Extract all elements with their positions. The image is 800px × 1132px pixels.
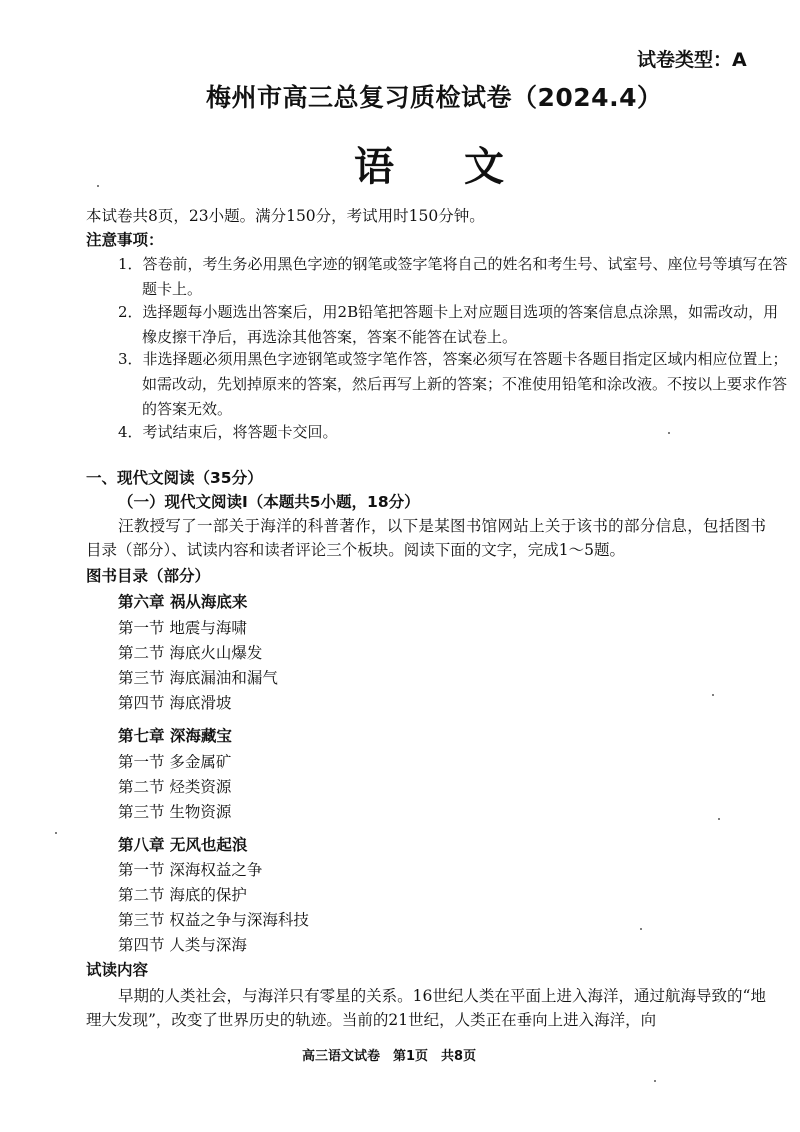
exam-intro: 本试卷共8页，23小题。满分150分，考试用时150分钟。 [86, 207, 485, 225]
trial-paragraph: 早期的人类社会，与海洋只有零星的关系。16世纪人类在平面上进入海洋，通过航海导致的“地理大发现”，改变了世界历史的轨迹。当前的21世纪，人类正在垂向上进入海洋，向 [86, 987, 766, 1029]
toc-entry: 第三节 海底漏油和漏气 [118, 669, 278, 687]
notice-item-3: 3．非选择题必须用黑色字迹钢笔或签字笔作答，答案必须写在答题卡各题目指定区域内相应位置上；如需改动，先划掉原来的答案，然后再写上新的答案；不准使用铅笔和涂改液。不按以上要求作答的答案无效。 [118, 350, 788, 418]
subsection-title: （一）现代文阅读Ⅰ（本题共5小题，18分） [118, 493, 420, 511]
scan-speck [55, 832, 57, 834]
notice-item-4: 4．考试结束后，将答题卡交回。 [118, 423, 338, 441]
toc-entry: 第一节 地震与海啸 [118, 619, 247, 637]
scan-speck [654, 1080, 656, 1082]
toc-entry: 第四节 海底滑坡 [118, 694, 232, 712]
toc-entry: 第二节 烃类资源 [118, 778, 232, 796]
toc-entry: 第二节 海底火山爆发 [118, 644, 263, 662]
scan-speck [668, 432, 670, 434]
scan-speck [712, 694, 714, 696]
section-title: 一、现代文阅读（35分） [86, 469, 263, 487]
scan-speck [640, 928, 642, 930]
toc-entry: 第一节 深海权益之争 [118, 861, 263, 879]
page-footer: 高三语文试卷 第1页 共8页 [302, 1049, 477, 1064]
toc-entry: 第八章 无风也起浪 [118, 836, 248, 854]
toc-heading: 图书目录（部分） [86, 567, 211, 585]
notice-item-2: 2．选择题每小题选出答案后，用2B铅笔把答题卡上对应题目选项的答案信息点涂黑，如需改动，用橡皮擦干净后，再选涂其他答案，答案不能答在试卷上。 [118, 303, 779, 346]
toc-entry: 第二节 海底的保护 [118, 886, 247, 904]
scan-speck [718, 818, 720, 820]
toc-entry: 第六章 祸从海底来 [118, 593, 248, 611]
toc-entry: 第三节 生物资源 [118, 803, 232, 821]
toc-entry: 第一节 多金属矿 [118, 753, 232, 771]
paper-type-label: 试卷类型：A [637, 49, 747, 71]
notice-item-1: 1．答卷前，考生务必用黑色字迹的钢笔或签字笔将自己的姓名和考生号、试室号、座位号等填写在答题卡上。 [118, 255, 788, 298]
reading-instructions: 汪教授写了一部关于海洋的科普著作，以下是某图书馆网站上关于该书的部分信息，包括图书目录（部分）、试读内容和读者评论三个板块。阅读下面的文字，完成1～5题。 [86, 517, 766, 559]
toc-entry: 第三节 权益之争与深海科技 [118, 911, 309, 929]
scan-speck [97, 185, 99, 187]
trial-heading: 试读内容 [86, 961, 149, 979]
subject-title: 语文 [354, 144, 574, 190]
notice-heading: 注意事项： [86, 231, 164, 249]
toc-entry: 第四节 人类与深海 [118, 936, 247, 954]
toc-entry: 第七章 深海藏宝 [118, 727, 232, 745]
exam-title: 梅州市高三总复习质检试卷（2024.4） [206, 83, 663, 112]
